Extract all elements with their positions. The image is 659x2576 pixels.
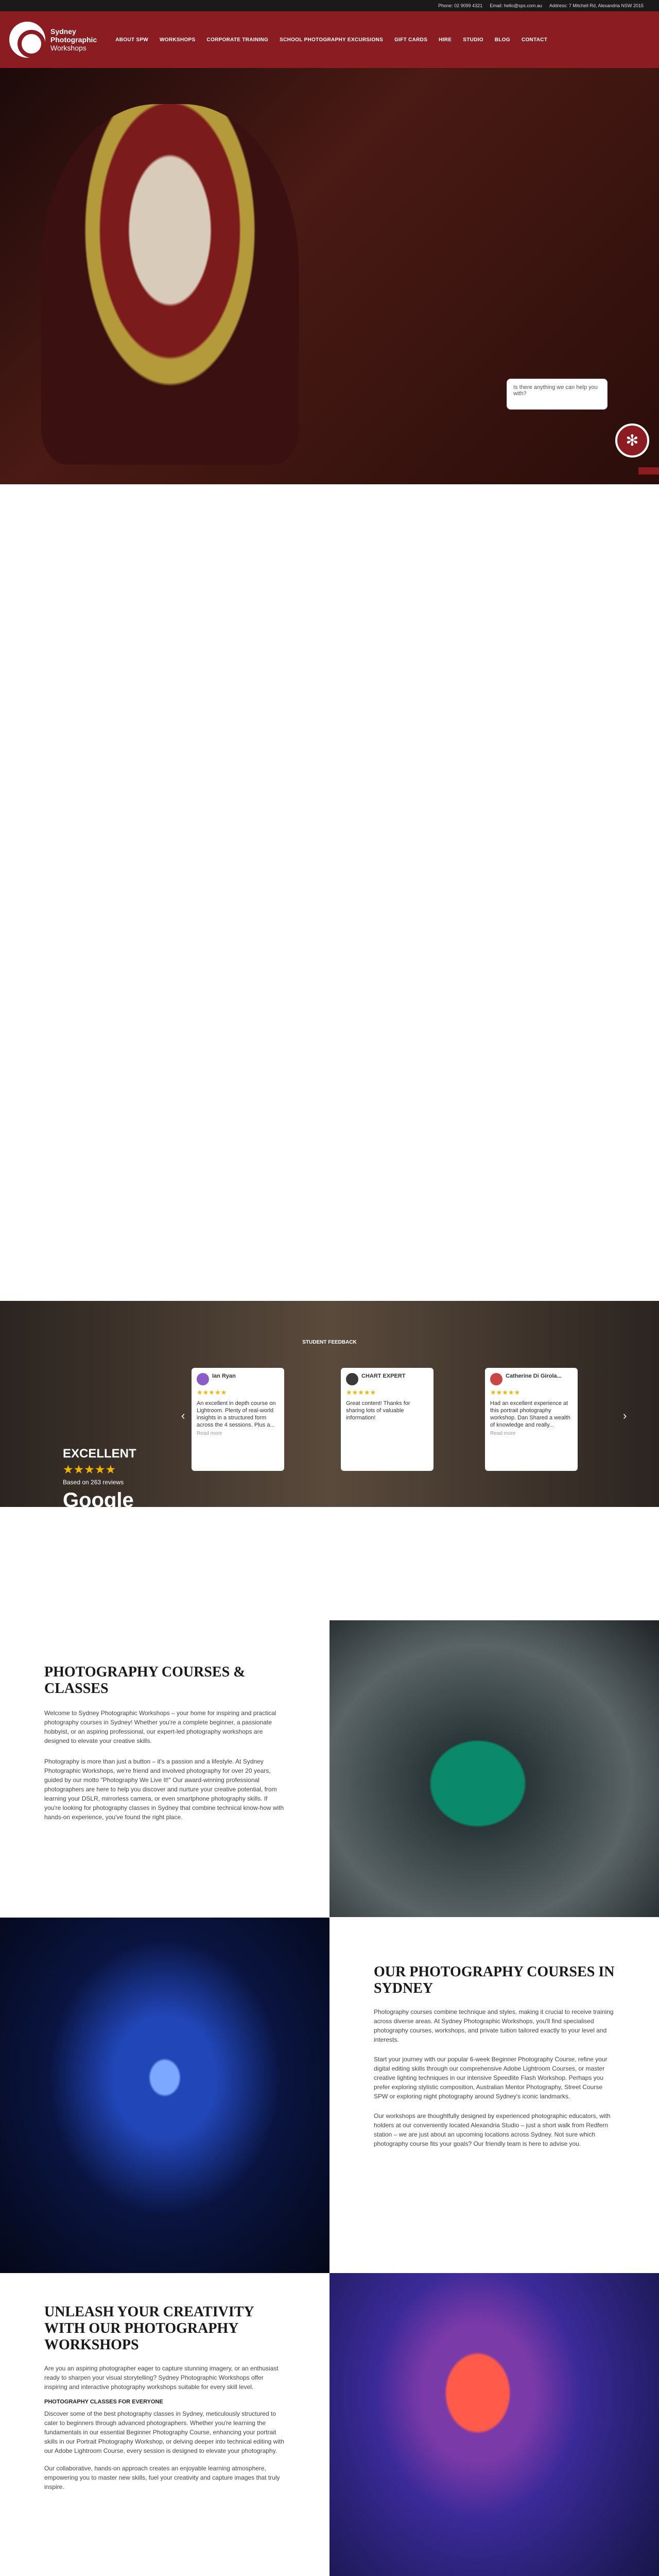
- review-rating-label: EXCELLENT: [63, 1447, 136, 1461]
- site-logo[interactable]: [9, 22, 97, 58]
- review-card[interactable]: [341, 1368, 433, 1471]
- hero-image: [0, 68, 659, 484]
- section-paragraph: Welcome to Sydney Photographic Workshops – your home for inspiring and practical photography courses in Sydney! Whether you're a complete beginner, a passionate hobbyist, or an aspiring professional, our expert-led photography workshops are designed to elevate your creative skills.: [44, 1709, 276, 1744]
- review-text: An excellent in depth course on Lightroom. Plenty of real-world insights in a structured form across the 4 sessions. Plus a...: [197, 1400, 276, 1428]
- section-paragraph: Start your journey with our popular 6-week Beginner Photography Course, refine your digital editing skills through our comprehensive Adobe Lightroom Courses, or master creative lighting techniques in our intensive Speedlite Flash Workshop. Perhaps you prefer exploring stylistic composition, Australian Mentor Photography, Street Course SPW or exploring night photography around Sydney's iconic landmarks.: [374, 2056, 608, 2100]
- review-card[interactable]: [192, 1368, 284, 1471]
- logo-mark-icon: [9, 22, 45, 58]
- logo-line-1: Sydney: [50, 27, 76, 36]
- hero-portrait: [41, 104, 299, 465]
- nav-item-contact[interactable]: CONTACT: [521, 37, 548, 43]
- section-paragraph: Photography courses combine technique and styles, making it crucial to receive training across diverse areas. At Sydney Photographic Workshops, you'll find specialised photography courses, workshops, and private tuition tailored exactly to your level and interests.: [374, 2008, 614, 2043]
- balloon-photo: [330, 2273, 659, 2576]
- topbar-address: Address: 7 Mitchell Rd, Alexandria NSW 2015: [549, 3, 644, 8]
- topbar-phone[interactable]: Phone: 02 9099 4321: [438, 3, 483, 8]
- review-card-stars: ★★★★★: [490, 1388, 521, 1396]
- review-card[interactable]: [485, 1368, 578, 1471]
- review-name: Catherine Di Girola...: [506, 1373, 562, 1379]
- section-subheading: PHOTOGRAPHY CLASSES FOR EVERYONE: [44, 2399, 163, 2405]
- review-card-stars: ★★★★★: [197, 1388, 227, 1396]
- underwater-photo: [0, 1918, 330, 2273]
- nav-item-hire[interactable]: HIRE: [439, 37, 452, 43]
- section-paragraph: Our collaborative, hands-on approach creates an enjoyable learning atmosphere, empowering you to master new skills, fuel your creativity and capture images that truly inspire.: [44, 2465, 280, 2490]
- nav-item-blog[interactable]: BLOG: [494, 37, 510, 43]
- section-title: PHOTOGRAPHY COURSES & CLASSES: [44, 1664, 246, 1697]
- topbar-email[interactable]: Email: hello@sps.com.au: [490, 3, 542, 8]
- avatar: [490, 1373, 502, 1385]
- dancer-photo: [330, 1620, 659, 1917]
- avatar: [197, 1373, 209, 1385]
- nav-item-gift-cards[interactable]: GIFT CARDS: [394, 37, 428, 43]
- logo-text: [50, 27, 97, 52]
- review-stars: ★★★★★: [63, 1463, 116, 1476]
- section-paragraph: Are you an aspiring photographer eager to capture stunning imagery, or an enthusiast ready to sharpen your visual storytelling? Sydney Photographic Workshops offer inspiring and interactive photography workshops suitable for every skill level.: [44, 2365, 279, 2391]
- nav-item-studio[interactable]: STUDIO: [463, 37, 483, 43]
- chat-launcher-icon[interactable]: ✻: [615, 423, 649, 457]
- review-text: Had an excellent experience at this portrait photography workshop. Dan Shared a wealth of knowledge and really...: [490, 1400, 570, 1428]
- nav-item-corporate[interactable]: CORPORATE TRAINING: [206, 37, 269, 43]
- read-more-link[interactable]: Read more: [490, 1431, 516, 1436]
- chat-bubble[interactable]: Is there anything we can help you with?: [507, 379, 608, 410]
- section-paragraph: Discover some of the best photography classes in Sydney, meticulously structured to cater to beginners through advanced photographers. Whether you're learning the fundamentals in our essential Beginner Photography Course, enhancing your portrait skills in our Portrait Photography Workshop, or delving deeper into technical editing with our Adobe Lightroom Course, every session is designed to elevate your photography.: [44, 2410, 285, 2454]
- primary-nav: [115, 37, 547, 43]
- top-contact-bar: [0, 0, 659, 11]
- review-name: CHART EXPERT: [361, 1373, 406, 1379]
- section-paragraph: Photography is more than just a button – it's a passion and a lifestyle. At Sydney Photographic Workshops, we're friend and involved photography for over 20 years, guided by our motto "Photography We Live It!" Our award-winning professional photographers are here to help you discover and nurture your creative potential, from learning your DSLR, mirrorless camera, or even smartphone photography skills. If you're looking for photography classes in Sydney that combine technical know-how with hands-on experience, you've found the right place.: [44, 1758, 284, 1821]
- avatar: [346, 1373, 358, 1385]
- nav-item-about[interactable]: ABOUT SPW: [115, 37, 149, 43]
- nav-item-school[interactable]: SCHOOL PHOTOGRAPHY EXCURSIONS: [280, 37, 384, 43]
- workshops-section: [0, 2273, 330, 2576]
- section-title: UNLEASH YOUR CREATIVITY WITH OUR PHOTOGRAPHY WORKSHOPS: [44, 2304, 254, 2353]
- scroll-to-top-button[interactable]: [638, 467, 659, 474]
- chevron-right-icon[interactable]: ›: [623, 1409, 627, 1422]
- section-title: OUR PHOTOGRAPHY COURSES IN SYDNEY: [374, 1964, 615, 1996]
- review-text: Great content! Thanks for sharing lots of valuable information!: [346, 1400, 410, 1421]
- logo-line-2: Photographic: [50, 36, 97, 44]
- courses-sydney-section: [330, 1918, 659, 2273]
- section-paragraph: Our workshops are thoughtfully designed by experienced photographic educators, with holders at our conveniently located Alexandria Studio – just a short walk from Redfern station – we are just about an upcoming locations across Sydney. Not sure which photography course fits your goals? Our friendly team is here to advise you.: [374, 2112, 611, 2147]
- student-feedback-section: [0, 1301, 659, 1512]
- review-name: Ian Ryan: [212, 1373, 236, 1379]
- review-count: Based on 263 reviews: [63, 1479, 124, 1486]
- logo-line-3: Workshops: [50, 44, 86, 52]
- main-header: [0, 11, 659, 68]
- google-logo: Google: [63, 1489, 134, 1512]
- reviews-title: STUDENT FEEDBACK: [302, 1340, 357, 1345]
- courses-intro-section: [0, 1628, 330, 1922]
- read-more-link[interactable]: Read more: [197, 1431, 222, 1436]
- review-card-stars: ★★★★★: [346, 1388, 376, 1396]
- chevron-left-icon[interactable]: ‹: [181, 1409, 185, 1422]
- nav-item-workshops[interactable]: WORKSHOPS: [160, 37, 196, 43]
